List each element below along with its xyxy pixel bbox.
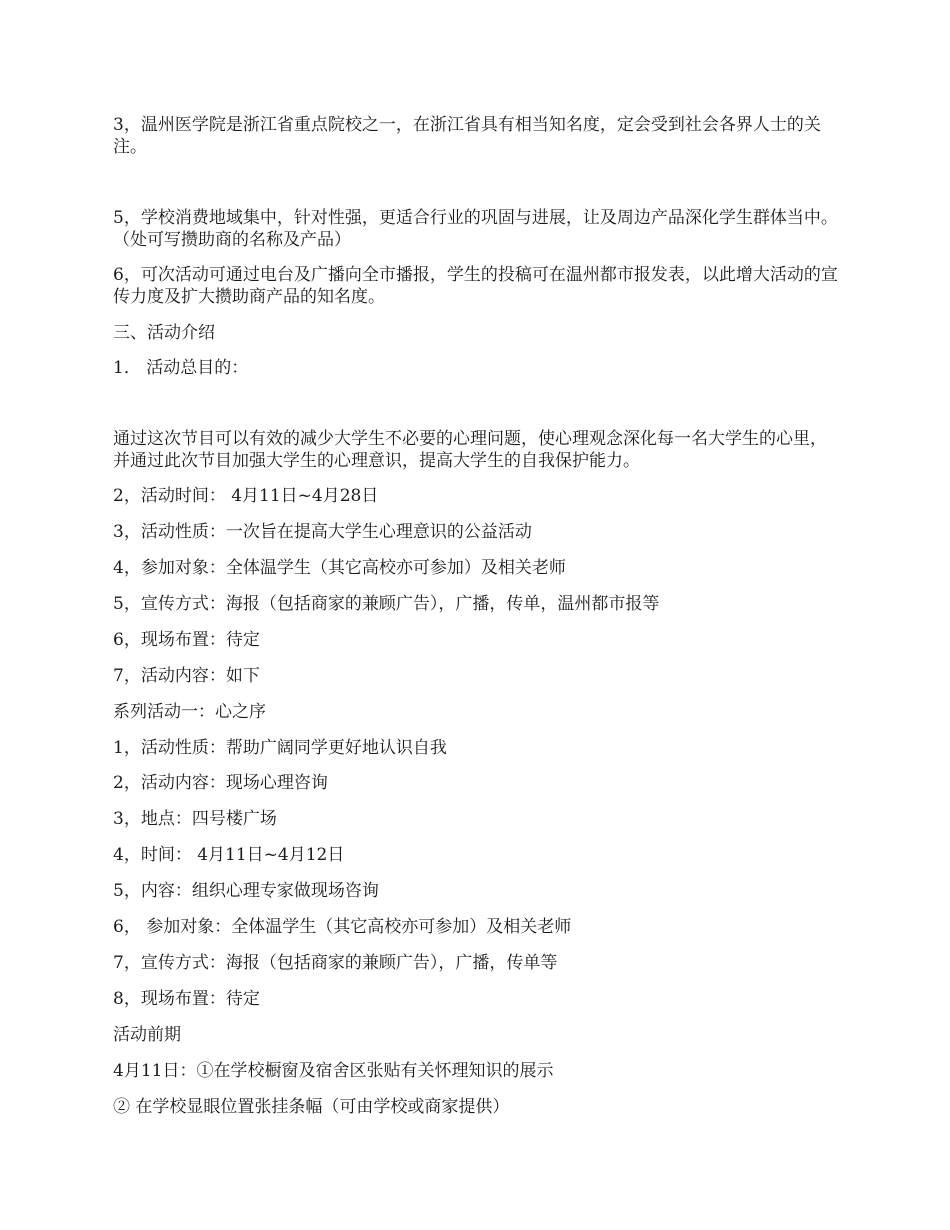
list-item-april-11-display: 4月11日：①在学校橱窗及宿舍区张贴有关怀理知识的展示 — [113, 1061, 554, 1081]
list-item-activity-nature: 3，活动性质：一次旨在提高大学生心理意识的公益活动 — [113, 522, 532, 542]
subheading-pre-activity: 活动前期 — [113, 1025, 181, 1045]
paragraph-goal-description: 通过这次节目可以有效的减少大学生不必要的心理问题，使心理观念深化每一名大学生的心里，并通过此次节目加强大学生的心理意识，提高大学生的自我保护能力。 — [113, 429, 827, 471]
list-item-series-promotion: 7，宣传方式：海报（包括商家的兼顾广告），广播，传单等 — [113, 953, 558, 973]
list-item-series-content: 2，活动内容：现场心理咨询 — [113, 773, 328, 793]
section-heading-activity-intro: 三、活动介绍 — [113, 323, 215, 343]
list-item-activity-time: 2，活动时间： 4月11日~4月28日 — [113, 486, 379, 506]
list-item-venue-setup: 6，现场布置：待定 — [113, 630, 260, 650]
subheading-overall-goal: 1． 活动总目的： — [113, 358, 249, 378]
paragraph-point-3-reputation: 3，温州医学院是浙江省重点院校之一，在浙江省具有相当知名度，定会受到社会各界人士的关注。 — [113, 115, 821, 157]
list-item-participants: 4，参加对象：全体温学生（其它高校亦可参加）及相关老师 — [113, 558, 566, 578]
list-item-series-nature: 1，活动性质：帮助广阔同学更好地认识自我 — [113, 738, 447, 758]
list-item-series-venue: 8，现场布置：待定 — [113, 989, 260, 1009]
list-item-series-time: 4，时间： 4月11日~4月12日 — [113, 845, 345, 865]
subheading-series-activity-one: 系列活动一：心之序 — [113, 702, 266, 722]
list-item-series-location: 3，地点：四号楼广场 — [113, 809, 277, 829]
paragraph-point-5-consumption: 5，学校消费地域集中，针对性强，更适合行业的巩固与进展，让及周边产品深化学生群体当中。（处可写攒助商的名称及产品） — [113, 208, 838, 250]
list-item-activity-content: 7，活动内容：如下 — [113, 666, 260, 686]
list-item-series-participants: 6， 参加对象：全体温学生（其它高校亦可参加）及相关老师 — [113, 917, 572, 937]
list-item-series-details: 5，内容：组织心理专家做现场咨询 — [113, 881, 379, 901]
list-item-banner: ② 在学校显眼位置张挂条幅（可由学校或商家提供） — [113, 1097, 510, 1117]
list-item-promotion: 5，宣传方式：海报（包括商家的兼顾广告），广播，传单，温州都市报等 — [113, 594, 660, 614]
paragraph-point-6-broadcast: 6，可次活动可通过电台及广播向全市播报，学生的投稿可在温州都市报发表，以此增大活动的宣传力度及扩大攒助商产品的知名度。 — [113, 265, 838, 307]
